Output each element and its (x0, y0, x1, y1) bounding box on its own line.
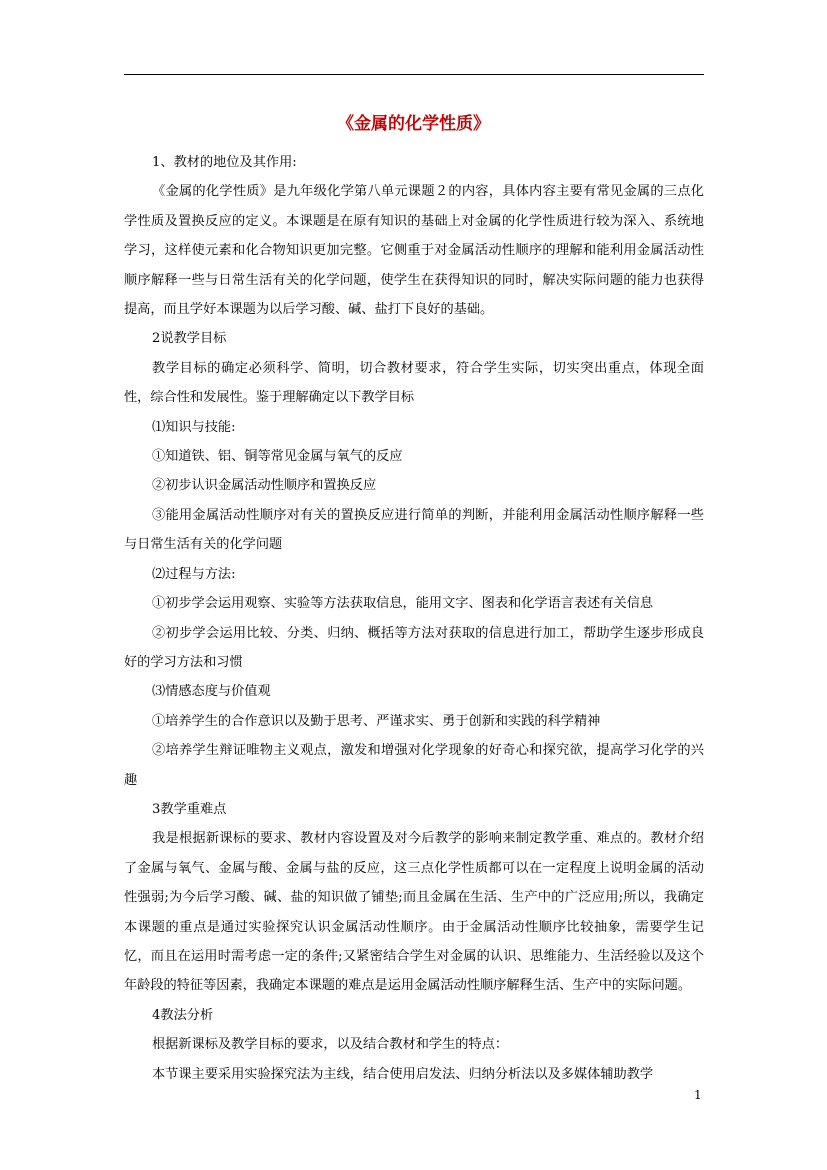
page-number: 1 (694, 1088, 702, 1102)
list-item: ②初步认识金属活动性顺序和置换反应 (152, 478, 377, 494)
section-heading-2: 2说教学目标 (152, 331, 227, 347)
section-heading-3: 3教学重难点 (152, 801, 227, 817)
list-item: ①初步学会运用观察、实验等方法获取信息，能用文字、图表和化学语言表述有关信息 (152, 596, 654, 612)
list-item: ②初步学会运用比较、分类、归纳、概括等方法对获取的信息进行加工，帮助学生逐步形成良好的学习方法和习惯 (124, 625, 704, 670)
section-heading-1: 1、教材的地位及其作用: (152, 155, 297, 170)
list-item: ①培养学生的合作意识以及勤于思考、严谨求实、勇于创新和实践的科学精神 (152, 713, 601, 729)
document-body (124, 148, 704, 1089)
list-item: ②培养学生辩证唯物主义观点，激发和增强对化学现象的好奇心和探究欲，提高学习化学的兴趣 (124, 743, 704, 788)
section-heading-4: 4教法分析 (152, 1007, 214, 1023)
header-rule (124, 74, 704, 75)
list-item: ①知道铁、铝、铜等常见金属与氧气的反应 (152, 449, 403, 465)
body-paragraph: 《金属的化学性质》是九年级化学第八单元课题２的内容，具体内容主要有常见金属的三点化学性质及置换反应的定义。本课题是在原有知识的基础上对金属的化学性质进行较为深入、系统地学习，这样使元素和化合物知识更加完整。它侧重于对金属活动性顺序的理解和能利用金属活动性顺序解释一些与日常生活有关的化学问题，使学生在获得知识的同时，解决实际问题的能力也获得提高，而且学好本课题为以后学习酸、碱、盐打下良好的基础。 (124, 184, 704, 318)
subheading: ⑶情感态度与价值观 (152, 684, 271, 700)
subheading: ⑴知识与技能: (152, 419, 236, 435)
body-paragraph: 本节课主要采用实验探究法为主线，结合使用启发法、归纳分析法以及多媒体辅助教学 (152, 1066, 654, 1082)
document-title: 《金属的化学性质》 (337, 114, 490, 134)
subheading: ⑵过程与方法: (152, 566, 236, 582)
list-item: ③能用金属活动性顺序对有关的置换反应进行简单的判断，并能利用金属活动性顺序解释一些与日常生活有关的化学问题 (124, 507, 704, 553)
body-paragraph: 教学目标的确定必须科学、简明，切合教材要求，符合学生实际，切实突出重点，体现全面性，综合性和发展性。鉴于理解确定以下教学目标 (124, 360, 704, 406)
body-paragraph: 我是根据新课标的要求、教材内容设置及对今后教学的影响来制定教学重、难点的。教材介绍了金属与氧气、金属与酸、金属与盐的反应，这三点化学性质都可以在一定程度上说明金属的活动性强弱;为今后学习酸、碱、盐的知识做了铺垫;而且金属在生活、生产中的广泛应用;所以，我确定本课题的重点是通过实验探究认识金属活动性顺序。由于金属活动性顺序比较抽象，需要学生记忆，而且在运用时需考虑一定的条件;又紧密结合学生对金属的认识、思维能力、生活经验以及这个年龄段的特征等因素，我确定本课题的难点是运用金属活动性顺序解释生活、生产中的实际问题。 (124, 831, 704, 994)
body-paragraph: 根据新课标及教学目标的要求，以及结合教材和学生的特点： (152, 1037, 509, 1053)
